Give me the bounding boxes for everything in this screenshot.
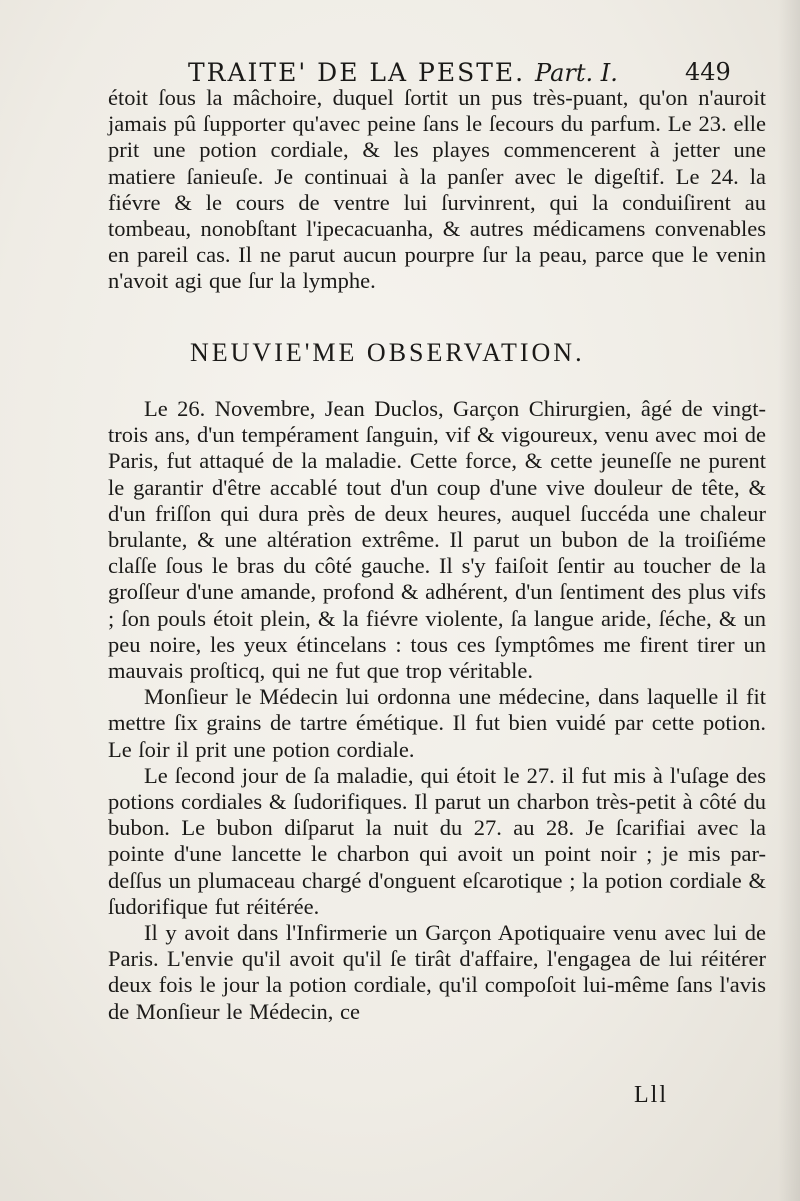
running-title-text: TRAITE' DE LA PESTE.	[188, 58, 526, 87]
paragraph: Monſieur le Médecin lui ordonna une médecine, dans laquelle il fit mettre ſix grains de tartre émétique. Il fut bien vuidé par cette potion. Le ſoir il prit une potion cordiale.	[108, 684, 766, 762]
page-number: 449	[685, 58, 731, 86]
signature-mark: Lll	[634, 1082, 668, 1108]
paragraph: étoit ſous la mâchoire, duquel ſortit un pus très-puant, qu'on n'auroit jamais pû ſupporter qu'avec peine ſans le ſecours du parfum. Le 23. elle prit une potion cordiale, & les playes commencerent à jetter une matiere ſanieuſe. Je continuai à la panſer avec le digeſtif. Le 24. la fiévre & le cours de ventre lui ſurvinrent, qui la conduiſirent au tombeau, nonobſtant l'ipecacuanha, & autres médicamens convenables en pareil cas. Il ne parut aucun pourpre ſur la peau, parce que le venin n'avoit agi que ſur la lymphe.	[108, 85, 766, 294]
part-label: Part. I.	[535, 59, 618, 87]
running-title	[188, 58, 618, 87]
paragraph: Il y avoit dans l'Infirmerie un Garçon Apotiquaire venu avec lui de Paris. L'envie qu'il avoit qu'il ſe tirât d'affaire, l'engagea de lui réitérer deux fois le jour la potion cordiale, qu'il compoſoit lui-même ſans l'avis de Monſieur le Médecin, ce	[108, 920, 766, 1024]
text-block-before-heading	[108, 85, 766, 295]
text-block-after-heading	[108, 396, 766, 1025]
page-edge-shadow	[778, 0, 800, 1201]
paragraph: Le 26. Novembre, Jean Duclos, Garçon Chirurgien, âgé de vingt-trois ans, d'un tempérament ſanguin, vif & vigoureux, venu avec moi de Paris, fut attaqué de la maladie. Cette force, & cette jeuneſſe ne purent le garantir d'être accablé tout d'un coup d'une vive douleur de tête, & d'un friſſon qui dura près de deux heures, auquel ſuccéda une chaleur brulante, & une altération extrême. Il parut un bubon de la troiſiéme claſſe ſous le bras du côté gauche. Il s'y faiſoit ſentir au toucher de la groſſeur d'une amande, profond & adhérent, d'un ſentiment des plus vifs ; ſon pouls étoit plein, & la fiévre violente, ſa langue aride, ſéche, & un peu noire, les yeux étincelans : tous ces ſymptômes me firent tirer un mauvais proſticq, qui ne fut que trop véritable.	[108, 396, 766, 684]
section-heading: NEUVIE'ME OBSERVATION.	[190, 338, 585, 367]
paragraph: Le ſecond jour de ſa maladie, qui étoit le 27. il fut mis à l'uſage des potions cordiales & ſudorifiques. Il parut un charbon très-petit à côté du bubon. Le bubon diſparut la nuit du 27. au 28. Je ſcarifiai avec la pointe d'une lancette le charbon qui avoit un point noir ; je mis par-deſſus un plumaceau chargé d'onguent eſcarotique ; la potion cordiale & ſudorifique fut réitérée.	[108, 762, 766, 919]
